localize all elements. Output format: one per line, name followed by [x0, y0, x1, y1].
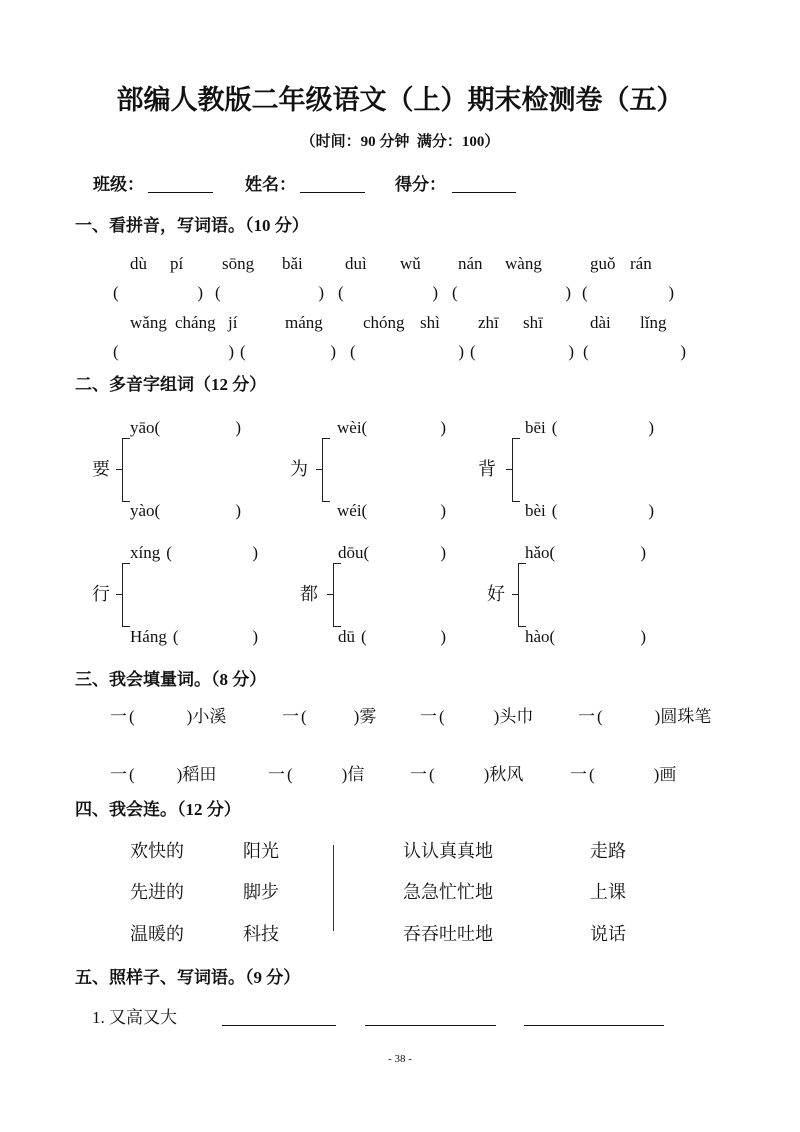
pinyin-syllable: cháng [175, 313, 216, 332]
reading-answer-field[interactable] [130, 418, 241, 438]
open-paren: ( [363, 543, 370, 562]
word-answer-field[interactable] [583, 342, 686, 362]
close-paren: ) [568, 342, 574, 361]
answer-blank[interactable] [458, 283, 566, 303]
pinyin-reading: yào [130, 501, 155, 520]
measure-word-item [110, 707, 226, 727]
open-paren: ( [549, 543, 556, 562]
measure-word-item [268, 765, 364, 785]
match-adjective: 先进的 [130, 882, 184, 902]
section-1-heading: 一、看拼音，写词语。（10 分） [75, 216, 309, 235]
open-paren: ( [549, 627, 556, 646]
answer-blank[interactable] [344, 283, 433, 303]
pinyin-syllable: shì [420, 313, 440, 332]
measure-word-item [282, 707, 376, 727]
open-paren: ( [589, 765, 595, 784]
pinyin-reading: Háng [130, 627, 167, 646]
polyphone-character: 都 [300, 584, 318, 604]
name-label: 姓名： [245, 175, 296, 194]
close-paren: ) [440, 627, 446, 646]
pinyin-reading: bēi [525, 418, 546, 437]
close-paren: ) [330, 342, 336, 361]
noun: 小溪 [192, 707, 227, 726]
word-answer-field[interactable] [452, 283, 571, 303]
pinyin-syllable: zhī [478, 313, 499, 332]
open-paren: ( [113, 342, 119, 361]
pinyin-syllable: wǔ [400, 254, 421, 273]
close-paren: ) [680, 342, 686, 361]
pinyin-reading: xíng [130, 543, 161, 562]
pinyin-syllable: bǎi [282, 254, 303, 273]
open-paren: ( [301, 707, 307, 726]
reading-answer-field[interactable] [525, 627, 646, 647]
open-paren: ( [439, 707, 445, 726]
pinyin-reading: yāo [130, 418, 155, 437]
close-paren: ) [341, 765, 348, 784]
exam-time-score-info: （时间：90 分钟 满分：100） [300, 134, 500, 150]
match-adverb: 吞吞吐吐地 [403, 924, 493, 944]
close-paren: ) [176, 765, 183, 784]
open-paren: ( [338, 283, 344, 302]
pinyin-syllable: jí [228, 313, 238, 332]
match-noun: 阳光 [243, 841, 279, 861]
open-paren: ( [166, 543, 172, 562]
open-paren: ( [172, 627, 179, 646]
reading-answer-field[interactable] [337, 418, 446, 438]
open-paren: ( [470, 342, 476, 361]
answer-blank[interactable] [119, 283, 198, 303]
pinyin-syllable: lǐng [640, 313, 667, 332]
name-blank[interactable] [300, 192, 365, 193]
match-noun: 脚步 [243, 882, 279, 902]
brace [512, 438, 520, 502]
section-3-heading: 三、我会填量词。（8 分） [75, 670, 267, 689]
reading-answer-field[interactable] [525, 501, 654, 521]
write-word-blank[interactable] [524, 1025, 664, 1026]
write-word-blank[interactable] [365, 1025, 496, 1026]
open-paren: ( [154, 501, 161, 520]
open-paren: ( [129, 765, 135, 784]
noun: 圆珠笔 [660, 707, 712, 726]
close-paren: ) [432, 283, 438, 302]
example-word: 1. 又高又大 [92, 1008, 177, 1027]
answer-blank[interactable] [589, 342, 681, 362]
pinyin-reading: bèi [525, 501, 546, 520]
answer-blank[interactable] [246, 342, 331, 362]
brace [322, 438, 330, 502]
numeral-one: 一 [410, 765, 427, 784]
polyphone-character: 行 [92, 584, 110, 604]
close-paren: ) [493, 707, 500, 726]
measure-word-item [420, 707, 533, 727]
answer-blank[interactable] [119, 342, 229, 362]
reading-answer-field[interactable] [337, 501, 446, 521]
pinyin-syllable: wàng [505, 254, 542, 273]
word-answer-field[interactable] [582, 283, 674, 303]
close-paren: ) [440, 543, 446, 562]
close-paren: ) [483, 765, 490, 784]
page-title: 部编人教版二年级语文（上）期末检测卷（五） [116, 85, 684, 115]
close-paren: ) [353, 707, 360, 726]
brace [122, 563, 130, 627]
word-answer-field[interactable] [350, 342, 464, 362]
numeral-one: 一 [420, 707, 437, 726]
match-adjective: 欢快的 [130, 841, 184, 861]
noun: 秋风 [489, 765, 524, 784]
close-paren: ) [654, 707, 661, 726]
word-answer-field[interactable] [240, 342, 336, 362]
pinyin-reading: dōu [338, 543, 364, 562]
word-answer-field[interactable] [215, 283, 324, 303]
answer-blank[interactable] [588, 283, 669, 303]
pinyin-reading: dū [338, 627, 355, 646]
match-adverb: 急急忙忙地 [403, 882, 493, 902]
reading-answer-field[interactable] [525, 418, 654, 438]
match-verb: 走路 [590, 841, 626, 861]
close-paren: ) [565, 283, 571, 302]
numeral-one: 一 [282, 707, 299, 726]
column-divider [333, 845, 334, 931]
numeral-one: 一 [570, 765, 587, 784]
reading-answer-field[interactable] [338, 543, 446, 563]
close-paren: ) [186, 707, 193, 726]
open-paren: ( [361, 501, 368, 520]
pinyin-syllable: dài [590, 313, 611, 332]
open-paren: ( [129, 707, 135, 726]
close-paren: ) [640, 627, 646, 646]
pinyin-syllable: máng [285, 313, 323, 332]
reading-answer-field[interactable] [338, 627, 446, 647]
close-paren: ) [640, 543, 646, 562]
measure-word-item [578, 707, 711, 727]
noun: 头巾 [499, 707, 534, 726]
answer-blank[interactable] [221, 283, 319, 303]
open-paren: ( [215, 283, 221, 302]
close-paren: ) [197, 283, 203, 302]
noun: 雾 [359, 707, 377, 726]
write-word-blank[interactable] [222, 1025, 336, 1026]
pinyin-syllable: shī [523, 313, 543, 332]
open-paren: ( [350, 342, 356, 361]
pinyin-reading: wèi [337, 418, 362, 437]
match-adjective: 温暖的 [130, 924, 184, 944]
reading-answer-field[interactable] [130, 501, 241, 521]
section-4-heading: 四、我会连。（12 分） [75, 800, 241, 819]
polyphone-character: 好 [487, 584, 505, 604]
match-noun: 科技 [243, 924, 279, 944]
polyphone-character: 背 [478, 459, 496, 479]
pinyin-syllable: nán [458, 254, 483, 273]
page-number: - 38 - [388, 1053, 412, 1065]
polyphone-character: 为 [290, 459, 308, 479]
open-paren: ( [113, 283, 119, 302]
close-paren: ) [252, 543, 258, 562]
pinyin-syllable: rán [630, 254, 652, 273]
close-paren: ) [440, 418, 446, 437]
match-adverb: 认认真真地 [403, 841, 493, 861]
pinyin-syllable: duì [345, 254, 367, 273]
numeral-one: 一 [268, 765, 285, 784]
open-paren: ( [361, 418, 368, 437]
pinyin-syllable: wǎng [130, 313, 167, 332]
open-paren: ( [551, 501, 558, 520]
measure-word-item [570, 765, 676, 785]
word-answer-field[interactable] [113, 283, 203, 303]
section-2-heading: 二、多音字组词（12 分） [75, 375, 267, 394]
close-paren: ) [318, 283, 324, 302]
reading-answer-field[interactable] [130, 543, 258, 563]
close-paren: ) [648, 418, 654, 437]
open-paren: ( [582, 283, 588, 302]
brace [518, 563, 526, 627]
class-blank[interactable] [148, 192, 213, 193]
brace [333, 563, 341, 627]
close-paren: ) [252, 627, 258, 646]
close-paren: ) [668, 283, 674, 302]
reading-answer-field[interactable] [525, 543, 646, 563]
measure-word-item [410, 765, 523, 785]
close-paren: ) [653, 765, 660, 784]
numeral-one: 一 [578, 707, 595, 726]
polyphone-character: 要 [92, 459, 110, 479]
open-paren: ( [240, 342, 246, 361]
open-paren: ( [452, 283, 458, 302]
pinyin-syllable: guǒ [590, 254, 616, 273]
score-blank[interactable] [452, 192, 516, 193]
close-paren: ) [440, 501, 446, 520]
open-paren: ( [583, 342, 589, 361]
brace [122, 438, 130, 502]
numeral-one: 一 [110, 707, 127, 726]
close-paren: ) [648, 501, 654, 520]
open-paren: ( [361, 627, 367, 646]
noun: 信 [347, 765, 365, 784]
pinyin-syllable: chóng [363, 313, 405, 332]
score-label: 得分： [395, 175, 446, 194]
close-paren: ) [235, 501, 241, 520]
open-paren: ( [551, 418, 558, 437]
match-verb: 上课 [590, 882, 626, 902]
answer-blank[interactable] [356, 342, 459, 362]
open-paren: ( [154, 418, 161, 437]
section-5-heading: 五、照样子、写词语。（9 分） [75, 968, 301, 987]
word-answer-field[interactable] [470, 342, 574, 362]
pinyin-syllable: dù [130, 254, 147, 273]
class-label: 班级： [93, 175, 144, 194]
pinyin-reading: hào [525, 627, 550, 646]
pinyin-syllable: sōng [222, 254, 255, 273]
open-paren: ( [287, 765, 293, 784]
open-paren: ( [597, 707, 603, 726]
pinyin-reading: hǎo [525, 543, 550, 562]
answer-blank[interactable] [476, 342, 569, 362]
numeral-one: 一 [110, 765, 127, 784]
pinyin-syllable: pí [170, 254, 184, 273]
noun: 稻田 [182, 765, 217, 784]
word-answer-field[interactable] [338, 283, 438, 303]
measure-word-item [110, 765, 216, 785]
close-paren: ) [235, 418, 241, 437]
reading-answer-field[interactable] [130, 627, 258, 647]
open-paren: ( [429, 765, 435, 784]
pinyin-reading: wéi [337, 501, 362, 520]
close-paren: ) [228, 342, 234, 361]
word-answer-field[interactable] [113, 342, 234, 362]
close-paren: ) [458, 342, 464, 361]
match-verb: 说话 [590, 924, 626, 944]
noun: 画 [659, 765, 677, 784]
